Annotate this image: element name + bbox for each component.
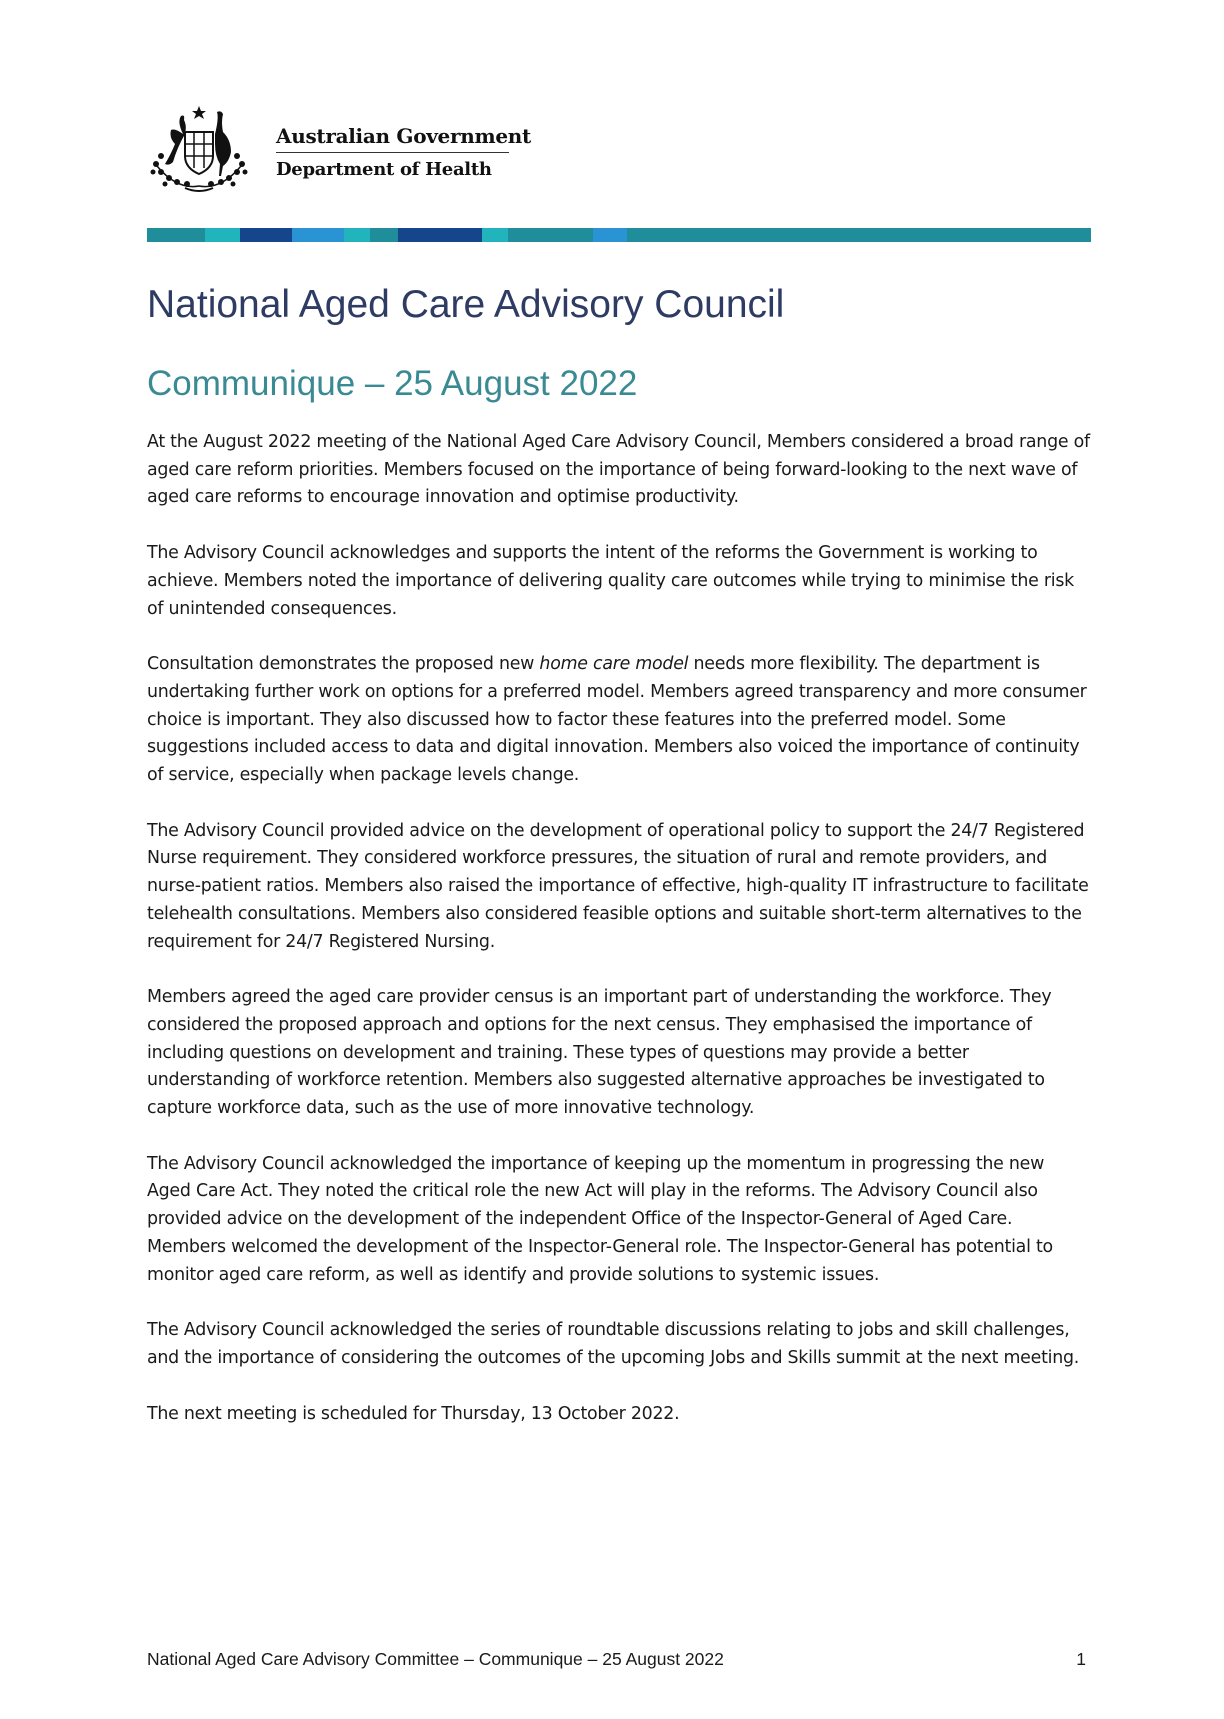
paragraph-6: The Advisory Council acknowledged the importance of keeping up the momentum in progressing the new Aged Care Act. They noted the critical role the new Act will play in the reforms. The Advisory Council also provided advice on the development of the independent Office of the Inspector-General of Aged Care. Members welcomed the development of the Inspector-General role. The Inspector-General has potential to monitor aged care reform, as well as identify and provide solutions to systemic issues. bbox=[147, 1153, 1053, 1285]
header-stripe bbox=[147, 228, 1091, 242]
government-name bbox=[276, 124, 531, 180]
paragraph-8: The next meeting is scheduled for Thursday, 13 October 2022. bbox=[147, 1403, 680, 1424]
page-number: 1 bbox=[1076, 1649, 1086, 1669]
paragraph-3 bbox=[147, 651, 1092, 790]
paragraph-3-emphasis: home care model bbox=[539, 654, 689, 675]
footer-text: National Aged Care Advisory Committee – Communique – 25 August 2022 bbox=[147, 1649, 724, 1669]
org-name-line1: Australian Government bbox=[276, 124, 509, 153]
communique-body bbox=[147, 429, 1092, 1456]
paragraph-4: The Advisory Council provided advice on the development of operational policy to support the 24/7 Registered Nurse requirement. They considered workforce pressures, the situation of rural and remote providers, and nurse-patient ratios. Members also raised the importance of effective, high-quality IT infrastructure to facilitate telehealth consultations. Members also considered feasible options and suitable short-term alternatives to the requirement for 24/7 Registered Nursing. bbox=[147, 820, 1089, 952]
page-footer bbox=[147, 1649, 1092, 1670]
page-title: National Aged Care Advisory Council bbox=[147, 283, 785, 326]
paragraph-7: The Advisory Council acknowledged the series of roundtable discussions relating to jobs and skill challenges, and the importance of considering the outcomes of the upcoming Jobs and Skills summit at the next meeting. bbox=[147, 1320, 1080, 1368]
government-logo bbox=[147, 104, 531, 196]
org-name-line2: Department of Health bbox=[276, 159, 492, 180]
paragraph-2: The Advisory Council acknowledges and supports the intent of the reforms the Government is working to achieve. Members noted the importance of delivering quality care outcomes while trying to minimise the risk of unintended consequences. bbox=[147, 543, 1074, 619]
paragraph-3-start: Consultation demonstrates the proposed new bbox=[147, 654, 540, 675]
coat-of-arms-icon bbox=[147, 104, 252, 196]
paragraph-1: At the August 2022 meeting of the National Aged Care Advisory Council, Members considered a broad range of aged care reform priorities. Members focused on the importance of being forward-looking to the next wave of aged care reforms to encourage innovation and optimise productivity. bbox=[147, 432, 1090, 508]
paragraph-5: Members agreed the aged care provider census is an important part of understanding the workforce. They considered the proposed approach and options for the next census. They emphasised the importance of including questions on development and training. These types of questions may provide a better understanding of workforce retention. Members also suggested alternative approaches be investigated to capture workforce data, such as the use of more innovative technology. bbox=[147, 987, 1052, 1119]
page-subtitle: Communique – 25 August 2022 bbox=[147, 364, 638, 403]
paragraph-3-end: needs more flexibility. The department is undertaking further work on options for a preferred model. Members agreed transparency and more consumer choice is important. They also discussed how to factor these features into the preferred model. Some suggestions included access to data and digital innovation. Members also voiced the importance of continuity of service, especially when package levels change. bbox=[147, 654, 1087, 786]
